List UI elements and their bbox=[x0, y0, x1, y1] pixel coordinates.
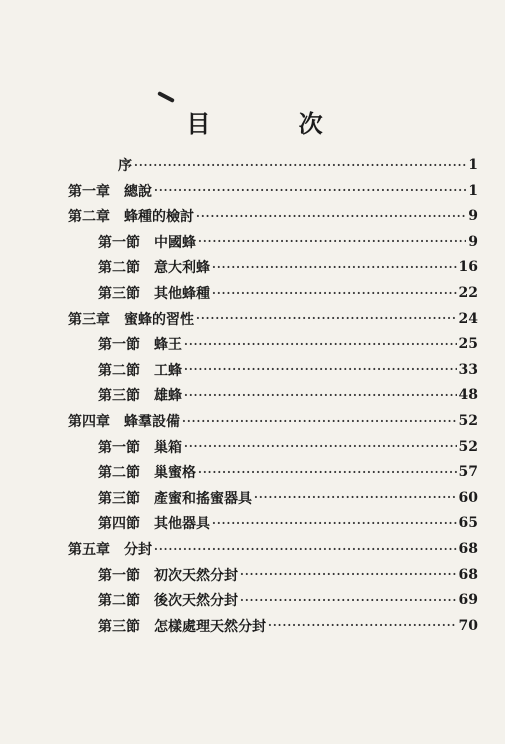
toc-entry-number: 第二節 bbox=[98, 465, 140, 482]
ink-mark bbox=[157, 91, 175, 103]
toc-entry-number: 第三章 bbox=[68, 311, 110, 328]
toc-entry-page: 25 bbox=[458, 336, 478, 353]
toc-entry-number: 第二節 bbox=[98, 362, 140, 379]
toc-entry-label: 怎樣處理天然分封 bbox=[154, 618, 266, 635]
dot-leader bbox=[240, 568, 457, 581]
toc-entry bbox=[98, 487, 478, 509]
toc-entry bbox=[98, 359, 478, 381]
toc-entry bbox=[118, 154, 478, 176]
toc-entry-page: 33 bbox=[458, 361, 478, 378]
toc-entry-number: 第三節 bbox=[98, 286, 140, 302]
toc-entry-page: 22 bbox=[458, 285, 478, 301]
toc-entry-number: 第二節 bbox=[98, 593, 140, 610]
toc-entry-page: 1 bbox=[468, 182, 478, 199]
dot-leader bbox=[184, 440, 457, 453]
dot-leader bbox=[254, 491, 457, 504]
toc-entry-number: 第二章 bbox=[68, 209, 110, 226]
toc-entry-label: 蜂王 bbox=[154, 337, 182, 354]
toc-entry-page: 57 bbox=[458, 464, 478, 481]
dot-leader bbox=[196, 312, 457, 325]
toc-entry-label: 巢箱 bbox=[154, 439, 182, 456]
toc-entry-page: 1 bbox=[468, 157, 478, 173]
toc-entry-number: 第四章 bbox=[68, 414, 110, 430]
toc-entry-label: 工蜂 bbox=[154, 362, 182, 379]
toc-entry-page: 68 bbox=[458, 541, 478, 557]
dot-leader bbox=[212, 261, 457, 274]
toc-entry bbox=[98, 615, 478, 637]
toc-entry-label: 其他蜂種 bbox=[154, 286, 210, 302]
toc-entry-number: 第五章 bbox=[68, 542, 110, 558]
toc-entry-label: 初次天然分封 bbox=[154, 567, 238, 584]
toc-entry bbox=[98, 282, 478, 304]
dot-leader bbox=[182, 415, 457, 428]
dot-leader bbox=[212, 517, 457, 530]
dot-leader bbox=[184, 389, 457, 402]
toc-entry-page: 65 bbox=[458, 515, 478, 532]
page-title: 目 次 bbox=[186, 109, 363, 138]
toc-entry-page: 48 bbox=[458, 387, 478, 404]
toc-entry-number: 第三節 bbox=[98, 618, 140, 635]
toc-entry-label: 其他器具 bbox=[154, 516, 210, 533]
toc-entry bbox=[68, 538, 478, 560]
toc-entry-page: 52 bbox=[458, 413, 478, 429]
toc-entry-number: 第一節 bbox=[98, 337, 140, 354]
toc-entry-label: 蜂羣設備 bbox=[124, 414, 180, 430]
toc-entry-label: 產蜜和搖蜜器具 bbox=[154, 490, 252, 507]
dot-leader bbox=[198, 235, 466, 248]
toc-entry bbox=[98, 512, 478, 534]
toc-entry bbox=[98, 333, 478, 355]
toc-entry-number: 第一節 bbox=[98, 234, 140, 251]
toc-entry-label: 分封 bbox=[124, 542, 152, 558]
toc-entry-label: 雄蜂 bbox=[154, 388, 182, 405]
toc-entry-number: 第一節 bbox=[98, 439, 140, 456]
toc-entry-page: 16 bbox=[458, 259, 478, 276]
toc-entry-page: 68 bbox=[458, 566, 478, 583]
toc-entry-number: 第二節 bbox=[98, 260, 140, 277]
toc-entry bbox=[68, 410, 478, 432]
toc-entry bbox=[98, 436, 478, 458]
dot-leader bbox=[212, 287, 457, 300]
toc-entry-label: 總說 bbox=[124, 183, 152, 200]
toc-entry-label: 意大利蜂 bbox=[154, 260, 210, 277]
toc-entry bbox=[98, 461, 478, 483]
toc-entry bbox=[98, 564, 478, 586]
toc-entry-page: 24 bbox=[458, 310, 478, 327]
toc-entry bbox=[98, 231, 478, 253]
dot-leader bbox=[154, 543, 457, 556]
toc-entry bbox=[68, 308, 478, 330]
toc-entry-label: 蜂種的檢討 bbox=[124, 209, 194, 226]
dot-leader bbox=[184, 363, 457, 376]
toc-entry bbox=[98, 384, 478, 406]
toc-entry-label: 巢蜜格 bbox=[154, 465, 196, 482]
toc-entry-number: 第一節 bbox=[98, 567, 140, 584]
toc-entry-page: 70 bbox=[458, 617, 478, 634]
toc-entry-page: 60 bbox=[458, 489, 478, 506]
dot-leader bbox=[154, 184, 466, 197]
toc-entry-page: 9 bbox=[468, 233, 478, 250]
toc-entry-page: 52 bbox=[458, 438, 478, 455]
toc-entry bbox=[98, 589, 478, 611]
dot-leader bbox=[198, 466, 457, 479]
toc-entry bbox=[68, 180, 478, 202]
toc-entry bbox=[98, 256, 478, 278]
toc-entry bbox=[68, 205, 478, 227]
dot-leader bbox=[184, 338, 457, 351]
dot-leader bbox=[134, 159, 466, 172]
toc-entry-label: 中國蜂 bbox=[154, 234, 196, 251]
toc-entry-page: 69 bbox=[458, 592, 478, 609]
toc-entry-label: 蜜蜂的習性 bbox=[124, 311, 194, 328]
toc-entry-label: 後次天然分封 bbox=[154, 593, 238, 610]
toc-entry-label: 序 bbox=[118, 158, 132, 174]
dot-leader bbox=[196, 210, 466, 223]
toc-entry-number: 第三節 bbox=[98, 490, 140, 507]
toc-entry-number: 第三節 bbox=[98, 388, 140, 405]
toc-entry-number: 第一章 bbox=[68, 183, 110, 200]
dot-leader bbox=[268, 619, 457, 632]
toc-entry-page: 9 bbox=[468, 208, 478, 225]
toc-entry-number: 第四節 bbox=[98, 516, 140, 533]
dot-leader bbox=[240, 594, 457, 607]
